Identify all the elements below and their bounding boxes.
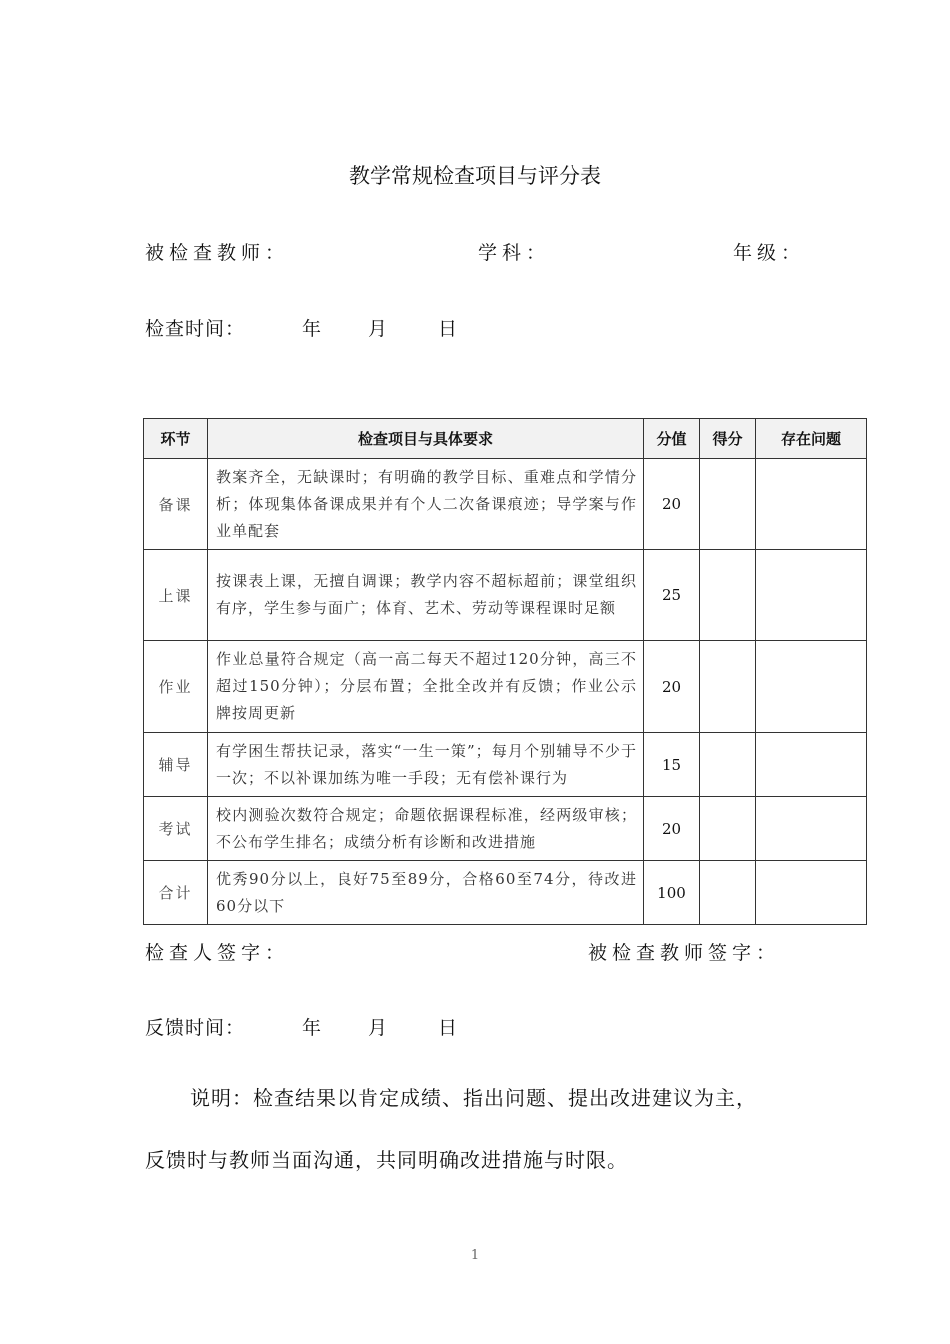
header-score: 分值 bbox=[644, 419, 700, 459]
note-line-1: 说明：检查结果以肯定成绩、指出问题、提出改进建议为主， bbox=[190, 1086, 757, 1110]
inspector-signature-label: 检查人签字： bbox=[145, 942, 290, 964]
row-issue-cell[interactable] bbox=[756, 459, 867, 550]
row-issue-cell[interactable] bbox=[756, 733, 867, 797]
row-requirement: 教案齐全，无缺课时；有明确的教学目标、重难点和学情分析；体现集体备课成果并有个人二次备课痕迹；导学案与作业单配套 bbox=[208, 459, 644, 550]
teacher-signature-label: 被检查教师签字： bbox=[588, 942, 781, 964]
row-score: 25 bbox=[644, 550, 700, 641]
feedback-day: 日 bbox=[438, 1017, 459, 1039]
teacher-label: 被检查教师： bbox=[145, 242, 290, 264]
row-obtained-cell[interactable] bbox=[700, 550, 756, 641]
row-section: 上课 bbox=[144, 550, 208, 641]
row-requirement: 优秀90分以上，良好75至89分，合格60至74分，待改进60分以下 bbox=[208, 861, 644, 925]
row-issue-cell[interactable] bbox=[756, 641, 867, 733]
table-row bbox=[144, 797, 867, 861]
row-issue-cell[interactable] bbox=[756, 861, 867, 925]
check-time-label: 检查时间： bbox=[145, 318, 246, 340]
note-line-2: 反馈时与教师当面沟通，共同明确改进措施与时限。 bbox=[145, 1148, 628, 1172]
row-section: 考试 bbox=[144, 797, 208, 861]
table-row bbox=[144, 861, 867, 925]
table-row bbox=[144, 550, 867, 641]
document-title: 教学常规检查项目与评分表 bbox=[349, 164, 601, 188]
row-score: 100 bbox=[644, 861, 700, 925]
feedback-year: 年 bbox=[302, 1017, 323, 1039]
row-section: 合计 bbox=[144, 861, 208, 925]
header-section: 环节 bbox=[144, 419, 208, 459]
check-year: 年 bbox=[302, 318, 323, 340]
row-obtained-cell[interactable] bbox=[700, 733, 756, 797]
row-issue-cell[interactable] bbox=[756, 550, 867, 641]
table-row bbox=[144, 641, 867, 733]
row-score: 15 bbox=[644, 733, 700, 797]
row-requirement: 有学困生帮扶记录，落实“一生一策”；每月个别辅导不少于一次；不以补课加练为唯一手段；无有偿补课行为 bbox=[208, 733, 644, 797]
row-obtained-cell[interactable] bbox=[700, 797, 756, 861]
header-issues: 存在问题 bbox=[756, 419, 867, 459]
row-score: 20 bbox=[644, 797, 700, 861]
row-section: 作业 bbox=[144, 641, 208, 733]
table-row bbox=[144, 733, 867, 797]
feedback-time-label: 反馈时间： bbox=[145, 1017, 246, 1039]
row-requirement: 作业总量符合规定（高一高二每天不超过120分钟，高三不超过150分钟）；分层布置；全批全改并有反馈；作业公示牌按周更新 bbox=[208, 641, 644, 733]
row-score: 20 bbox=[644, 459, 700, 550]
row-obtained-cell[interactable] bbox=[700, 861, 756, 925]
row-issue-cell[interactable] bbox=[756, 797, 867, 861]
grade-label: 年级： bbox=[733, 242, 806, 264]
header-obtained: 得分 bbox=[700, 419, 756, 459]
check-day: 日 bbox=[438, 318, 459, 340]
table-header-row bbox=[144, 419, 867, 459]
check-month: 月 bbox=[368, 318, 389, 340]
row-requirement: 校内测验次数符合规定；命题依据课程标准，经两级审核；不公布学生排名；成绩分析有诊断和改进措施 bbox=[208, 797, 644, 861]
row-requirement: 按课表上课，无擅自调课；教学内容不超标超前；课堂组织有序，学生参与面广；体育、艺术、劳动等课程课时足额 bbox=[208, 550, 644, 641]
feedback-month: 月 bbox=[368, 1017, 389, 1039]
row-obtained-cell[interactable] bbox=[700, 641, 756, 733]
header-requirement: 检查项目与具体要求 bbox=[208, 419, 644, 459]
row-section: 辅导 bbox=[144, 733, 208, 797]
page-number: 1 bbox=[470, 1248, 480, 1263]
score-table bbox=[143, 418, 867, 925]
row-section: 备课 bbox=[144, 459, 208, 550]
table-row bbox=[144, 459, 867, 550]
subject-label: 学科： bbox=[478, 242, 551, 264]
row-score: 20 bbox=[644, 641, 700, 733]
row-obtained-cell[interactable] bbox=[700, 459, 756, 550]
